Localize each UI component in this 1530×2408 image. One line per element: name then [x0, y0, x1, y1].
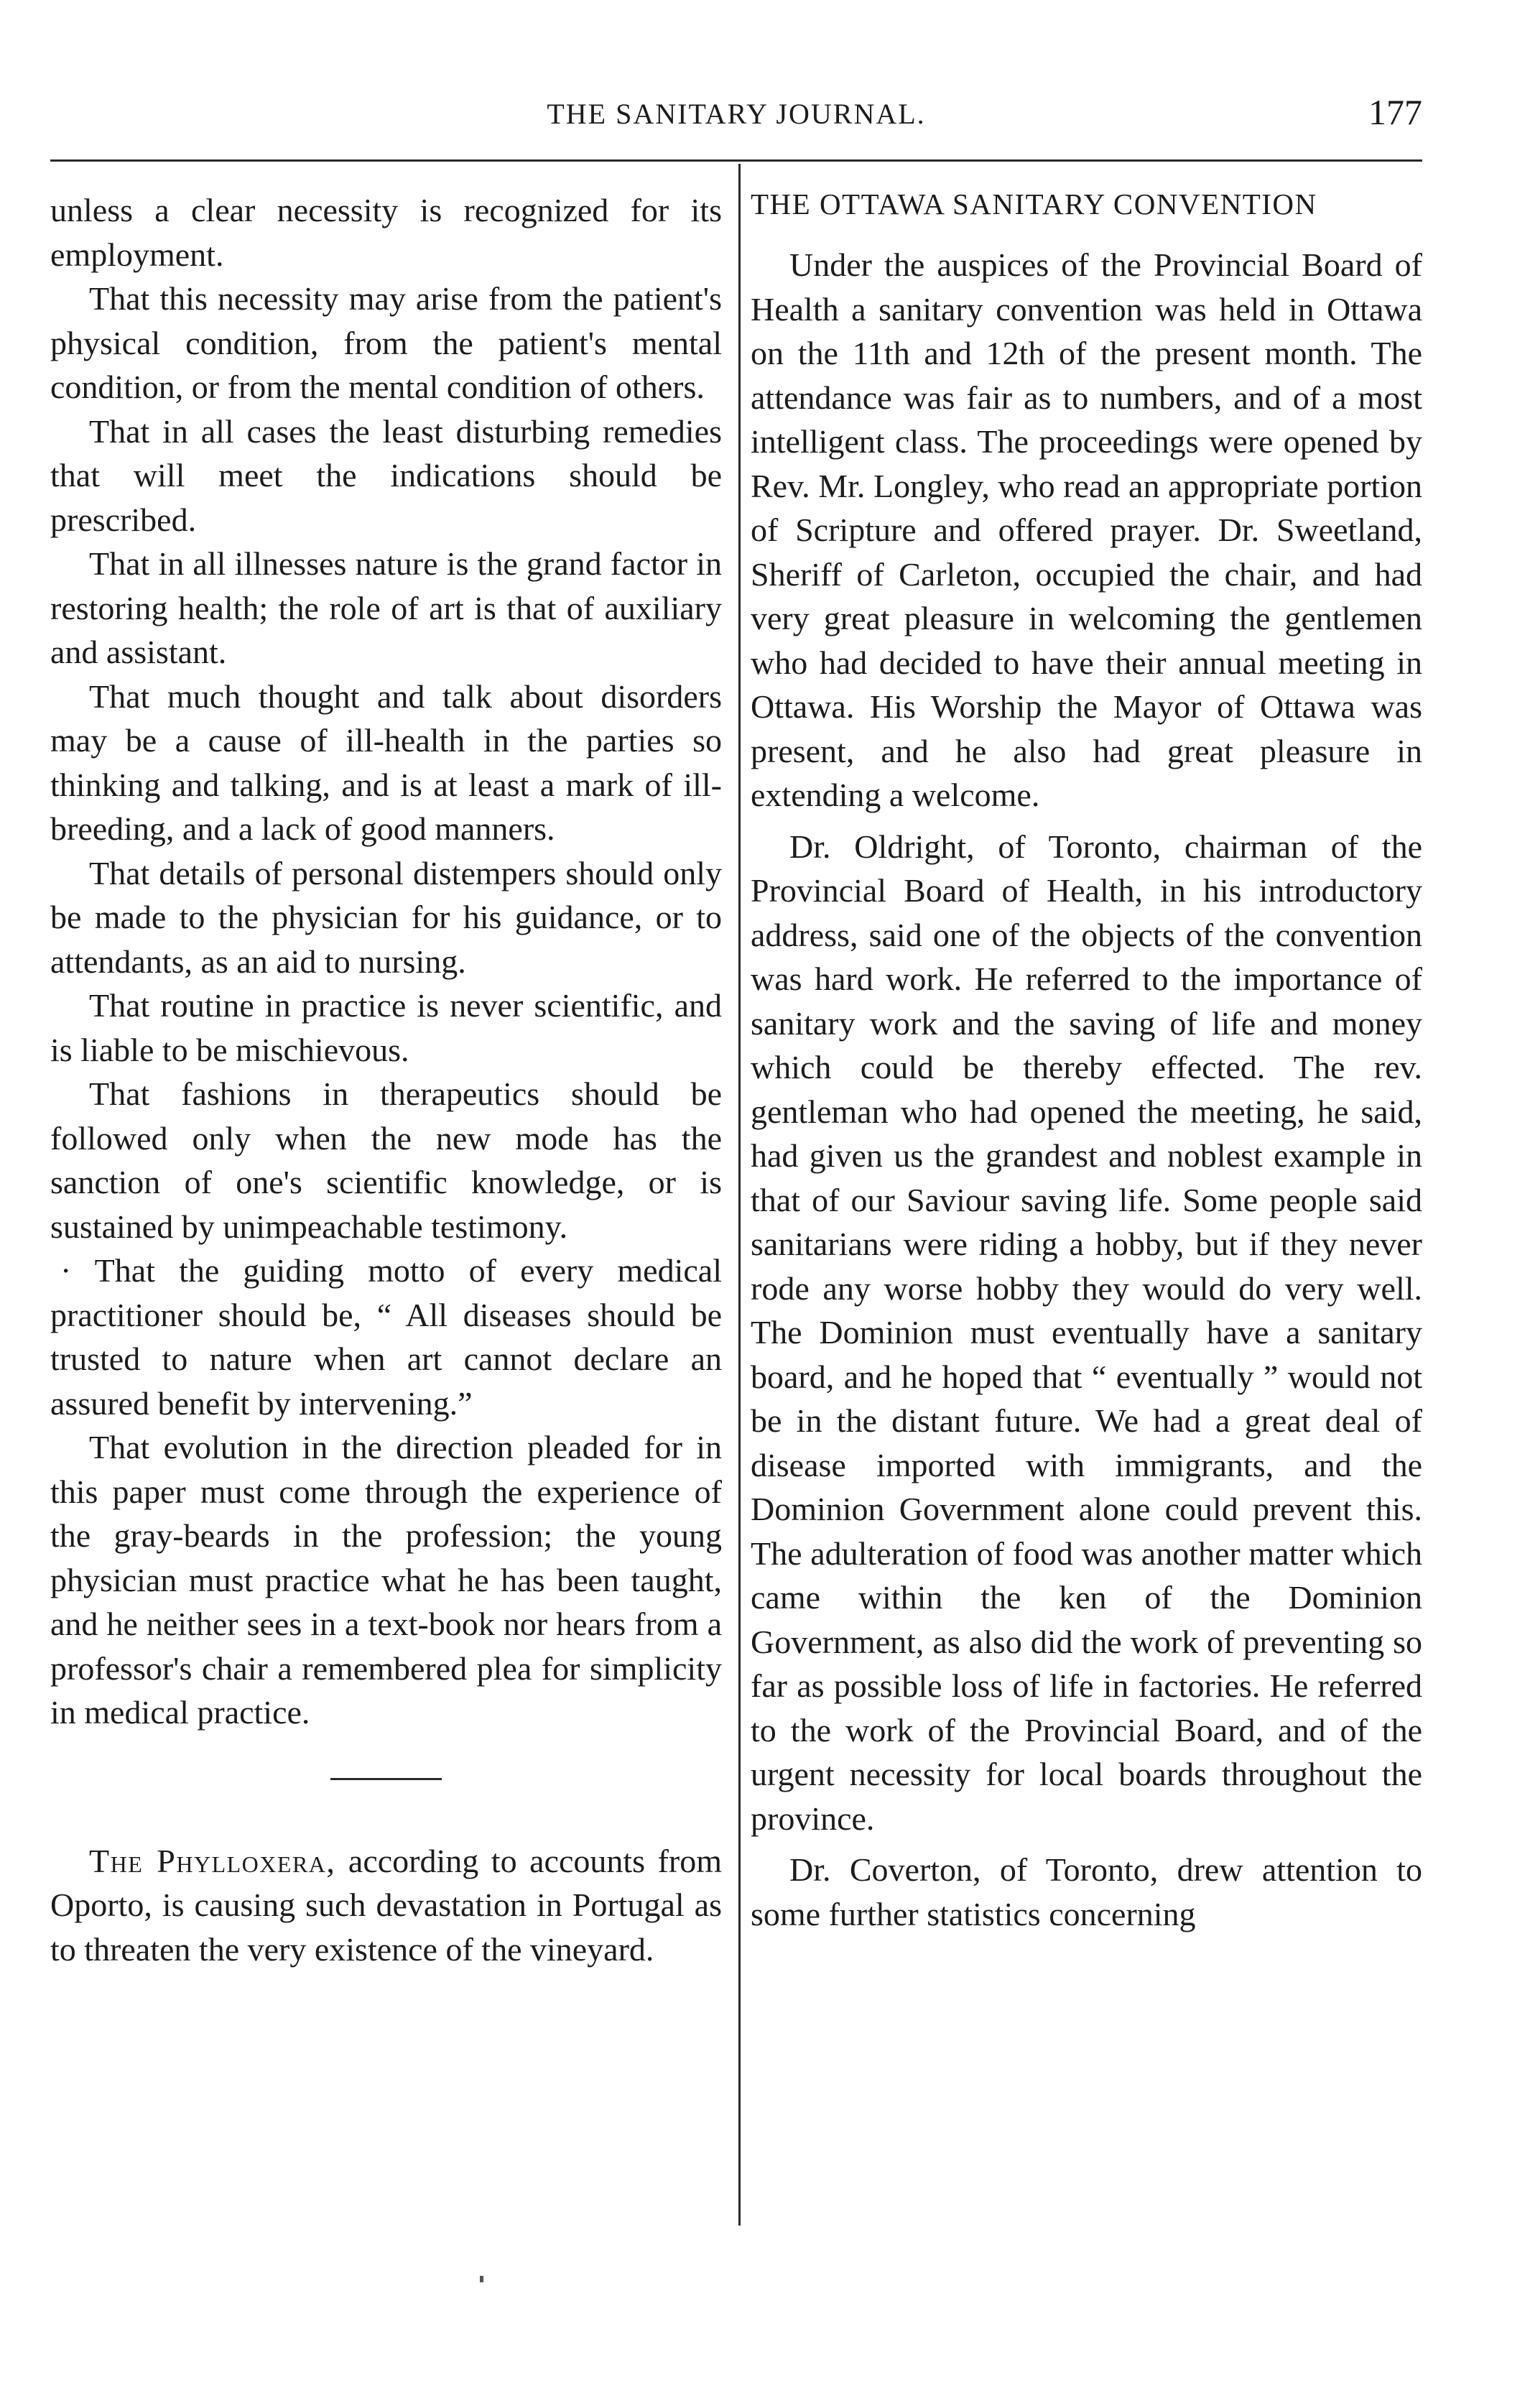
paragraph: · That the guiding motto of every medical practitioner should be, “ All diseases should be trusted to nature when art cannot declare an assured benefit by intervening.”	[50, 1252, 722, 1422]
paragraph: That in all illnesses nature is the grand factor in restoring health; the role of art is that of auxiliary and assistant.	[50, 545, 722, 670]
phylloxera-note	[50, 1839, 722, 1972]
paragraph: That details of personal distempers should only be made to the physician for his guidance, or to attendants, as an aid to nursing.	[50, 854, 722, 980]
article-title: THE OTTAWA SANITARY CONVENTION	[751, 187, 1317, 221]
stray-mark	[480, 2276, 483, 2282]
paragraph: That in all cases the least disturbing remedies that will meet the indications should be prescribed.	[50, 412, 722, 538]
phylloxera-text: according to accounts from Oporto, is causing such devastation in Portugal as to threaten the very existence of the vineyard.	[50, 1842, 722, 1968]
page-number: 177	[1368, 92, 1422, 132]
paragraph: Dr. Coverton, of Toronto, drew attention to some further statistics concerning	[751, 1851, 1422, 1932]
right-column	[751, 188, 1422, 1936]
page-header	[50, 75, 1422, 147]
paragraph: That much thought and talk about disorders may be a cause of ill-health in the parties so thinking and talking, and is at least a mark of ill-breeding, and a lack of good manners.	[50, 677, 722, 847]
paragraph: Dr. Oldright, of Toronto, chairman of the Provincial Board of Health, in his introductory address, said one of the objects of the convention was hard work. He referred to the importance of sanitary work and the saving of life and money which could be thereby effected. The rev. gentleman who had opened the meeting, he said, had given us the grandest and noblest example in that of our Saviour saving life. Some people said sanitarians were riding a hobby, but if they never rode any worse hobby they would do very well. The Dominion must eventually have a sanitary board, and he hoped that “ eventually ” would not be in the distant future. We had a great deal of disease imported with immigrants, and the Dominion Government alone could prevent this. The adulteration of food was another matter which came within the ken of the Dominion Government, as also did the work of preventing so far as possible loss of life in factories. He referred to the work of the Provincial Board, and of the urgent necessity for local boards throughout the province.	[751, 828, 1422, 1837]
paragraph: That evolution in the direction pleaded for in this paper must come through the experience of the gray-beards in the profession; the young physician must practice what he has been taught, and he neither sees in a text-book nor hears from a professor's chair a remembered plea for simplicity in medical practice.	[50, 1429, 722, 1731]
running-head: THE SANITARY JOURNAL.	[547, 98, 926, 130]
left-column	[50, 188, 722, 1971]
paragraph: Under the auspices of the Provincial Board of Health a sanitary convention was held in Ottawa on the 11th and 12th of the present month. The attendance was fair as to numbers, and of a most intelligent class. The proceedings were opened by Rev. Mr. Longley, who read an appropriate portion of Scripture and offered prayer. Dr. Sweetland, Sheriff of Carleton, occupied the chair, and had very great pleasure in welcoming the gentlemen who had decided to have their annual meeting in Ottawa. His Worship the Mayor of Ottawa was present, and he also had great pleasure in extending a welcome.	[751, 246, 1422, 813]
paragraph: That this necessity may arise from the patient's physical condition, from the patient's mental condition, or from the mental condition of others.	[50, 280, 722, 405]
section-separator	[330, 1778, 442, 1780]
paragraph: unless a clear necessity is recognized for its employment.	[50, 192, 722, 273]
paragraph: That fashions in therapeutics should be followed only when the new mode has the sanction of one's scientific knowledge, or is sustained by unimpeachable testimony.	[50, 1075, 722, 1245]
header-rule	[50, 159, 1422, 162]
phylloxera-lead: The Phylloxera,	[89, 1842, 336, 1879]
column-divider	[738, 164, 741, 2226]
paragraph: That routine in practice is never scientific, and is liable to be mischievous.	[50, 987, 722, 1068]
